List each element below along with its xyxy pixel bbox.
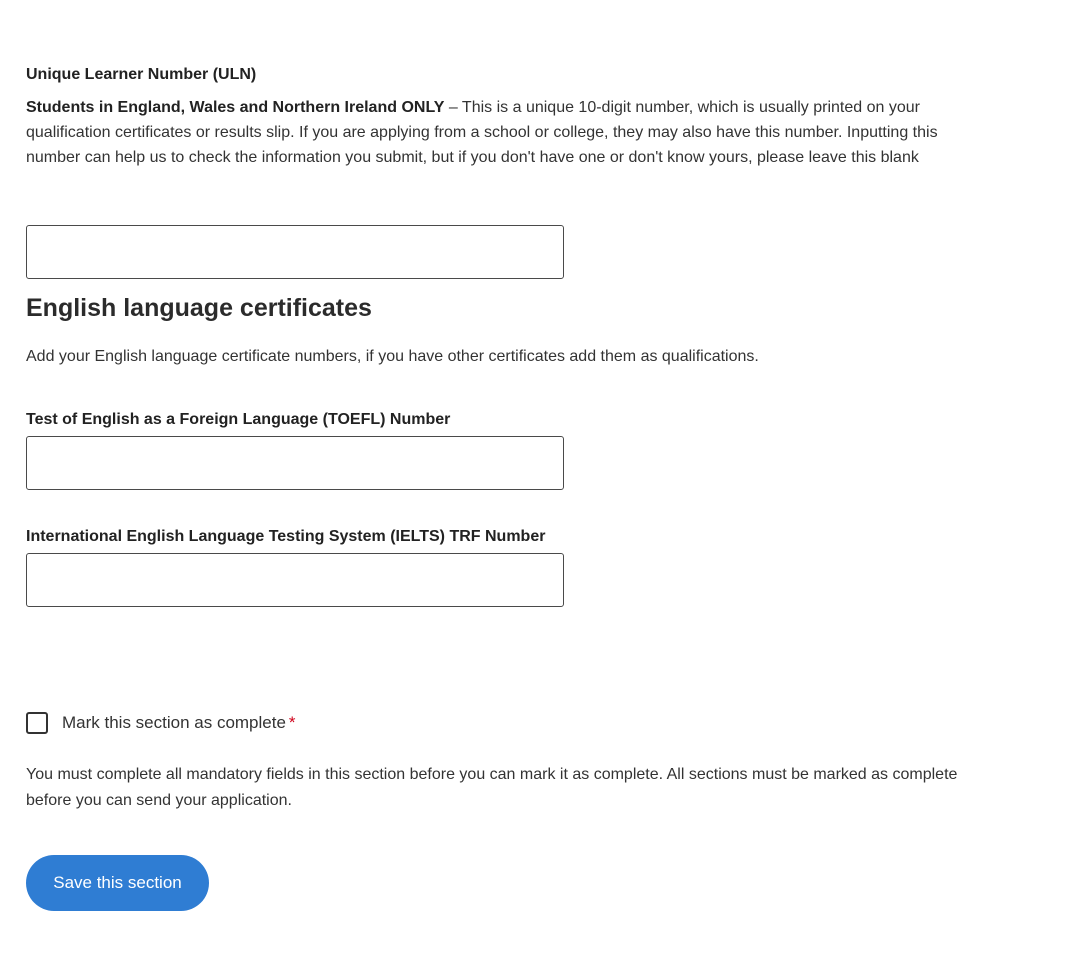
toefl-input[interactable]	[26, 436, 564, 490]
english-certificates-heading: English language certificates	[26, 294, 372, 322]
uln-description	[26, 95, 996, 170]
mark-complete-checkbox[interactable]	[26, 712, 48, 734]
toefl-label: Test of English as a Foreign Language (TOEFL) Number	[26, 411, 451, 428]
uln-description-bold: Students in England, Wales and Northern Ireland ONLY	[26, 99, 445, 116]
uln-description-text: – This is a unique 10-digit number, which is usually printed on your qualification certificates or results slip. If you are applying from a school or college, they may also have this number. Inputting this number can help us to check the information you submit, but if you don't have one or don't know yours, please leave this blank	[26, 99, 938, 166]
mark-complete-label[interactable]: Mark this section as complete	[62, 713, 286, 732]
required-marker: *	[288, 713, 296, 732]
uln-title: Unique Learner Number (ULN)	[26, 66, 257, 83]
ielts-label: International English Language Testing System (IELTS) TRF Number	[26, 528, 546, 545]
ielts-input[interactable]	[26, 553, 564, 607]
english-certificates-intro: Add your English language certificate numbers, if you have other certificates add them as qualifications.	[26, 348, 759, 365]
uln-input[interactable]	[26, 225, 564, 279]
save-section-button[interactable]: Save this section	[26, 855, 209, 911]
mark-complete-note: You must complete all mandatory fields in this section before you can mark it as complete. All sections must be marked as complete before you can send your application.	[26, 766, 958, 809]
mark-complete-row[interactable]	[26, 712, 296, 734]
